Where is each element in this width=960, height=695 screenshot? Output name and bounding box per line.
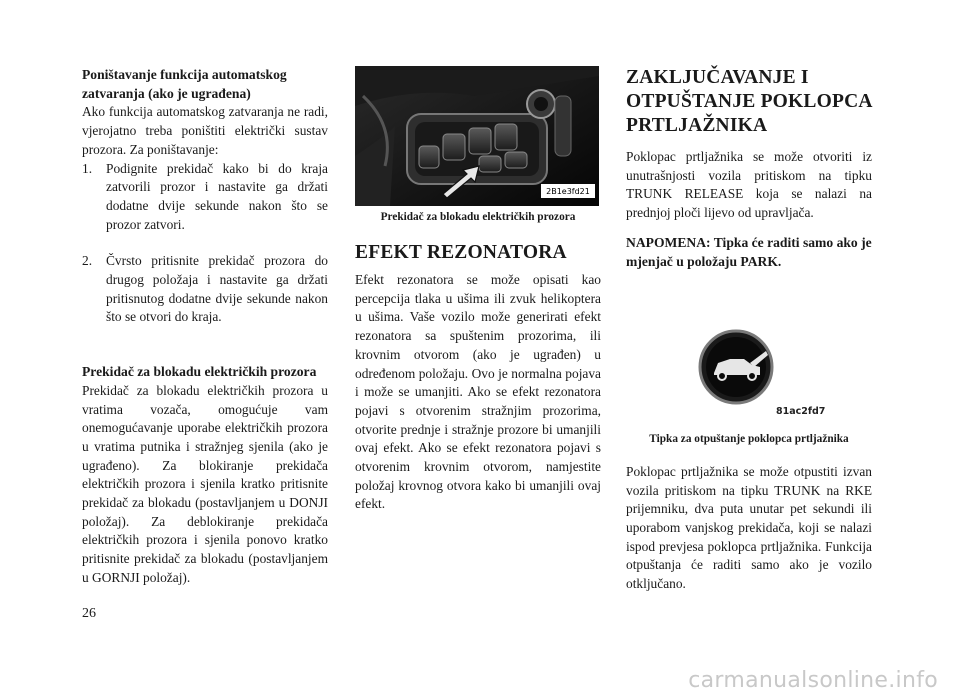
window-lockout-switch-photo (355, 66, 599, 206)
list-item-text: Podignite prekidač kako bi do kraja zatvorili prozor i nastavite ga držati dodatne dvije sekunde nakon što se prozor zatvori. (106, 160, 328, 232)
section-heading-window-lockout: Prekidač za blokadu električkih prozora (82, 364, 317, 380)
list-item-text: Čvrsto pritisnite prekidač prozora do drugog položaja i nastavite ga držati pritisnutog dodatne dvije sekunde nakon što se otvori do kraja. (106, 253, 328, 325)
list-number: 2. (82, 253, 93, 269)
trunk-release-note: NAPOMENA: Tipka će raditi samo ako je mjenjač u položaju PARK. (626, 234, 872, 269)
column-middle (355, 66, 601, 514)
window-lockout-paragraph: Prekidač za blokadu električkih prozora u vratima vozača, omogućuje vam onemogućavanje uporabe električkih prozora u vratima putnika i stražnjeg sjenila (ako je ugrađeno). Za blokiranje prekidača električkih prozora i sjenila kratko pritisnite prekidač za blokadu (postavljanjem u DONJI položaj). Za deblokiranje prekidača električkih prozora i sjenila ponovo kratko pritisnite prekidač za blokadu (postavljanjem u GORNJI položaj). (82, 382, 328, 585)
figure-caption-lockout-switch: Prekidač za blokadu električkih prozora (380, 211, 576, 223)
figure-caption-trunk-button: Tipka za otpuštanje poklopca prtljažnika (649, 432, 849, 445)
trunk-release-paragraph: Poklopac prtljažnika se može otvoriti iz unutrašnjosti vozila pritiskom na tipku TRUNK RELEASE koja se nalazi na prednjoj ploči lijevo od upravljača. (626, 149, 872, 221)
wind-buffeting-paragraph: Efekt rezonatora se može opisati kao percepcija tlaka u ušima ili zvuk helikoptera u ušima. Vaše vozilo može generirati efekt rezonatora sa spuštenim prozorima, ili krovnim otvorom (ako je ugrađen) u određenom položaju. Ovo je normalna pojava i može se umanjiti. Ako se efekt rezonatora pojavi s otvorenim stražnjim prozorima, otvorite prednje i stražnje prozore bi umanjili ovaj efekt. Ako se efekt rezonatora pojavi s otvorenim krovnim otvorom, namjestite položaj krovnog otvora kako bi umanjili ovaj efekt. (355, 272, 601, 512)
section-heading-wind-buffeting: EFEKT REZONATORA (355, 242, 567, 263)
watermark: carmanualsonline.info (688, 668, 938, 693)
trunk-release-icon (626, 307, 872, 427)
page-number: 26 (82, 606, 96, 621)
column-left (82, 66, 328, 588)
auto-close-intro: Ako funkcija automatskog zatvaranja ne radi, vjerojatno treba poništiti električki sustav prozora. Za poništavanje: (82, 104, 328, 157)
section-heading-trunk-lock-release: ZAKLJUČAVANJE I OTPUŠTANJE POKLOPCA PRTLJAŽNIKA (626, 67, 872, 136)
column-right (626, 66, 872, 594)
section-heading-auto-close-reset: Poništavanje funkcija automatskog zatvaranja (ako je ugrađena) (82, 67, 287, 101)
figure-code: 2B1e3fd21 (546, 187, 590, 196)
door-panel-illustration (355, 66, 599, 206)
list-item (82, 252, 328, 327)
figure-code: 81ac2fd7 (776, 405, 826, 417)
trunk-release-button-figure (626, 307, 872, 427)
list-item (82, 160, 328, 235)
trunk-rke-paragraph: Poklopac prtljažnika se može otpustiti izvan vozila pritiskom na tipku TRUNK na RKE prijemniku, dva puta unutar pet sekundi ili uporabom vanjskog prekidača, koji se nalazi ispod prevjesa poklopca prtljažnika. Funkcija otpuštanja će raditi samo ako je vozilo otključano. (626, 463, 872, 592)
list-number: 1. (82, 160, 93, 176)
